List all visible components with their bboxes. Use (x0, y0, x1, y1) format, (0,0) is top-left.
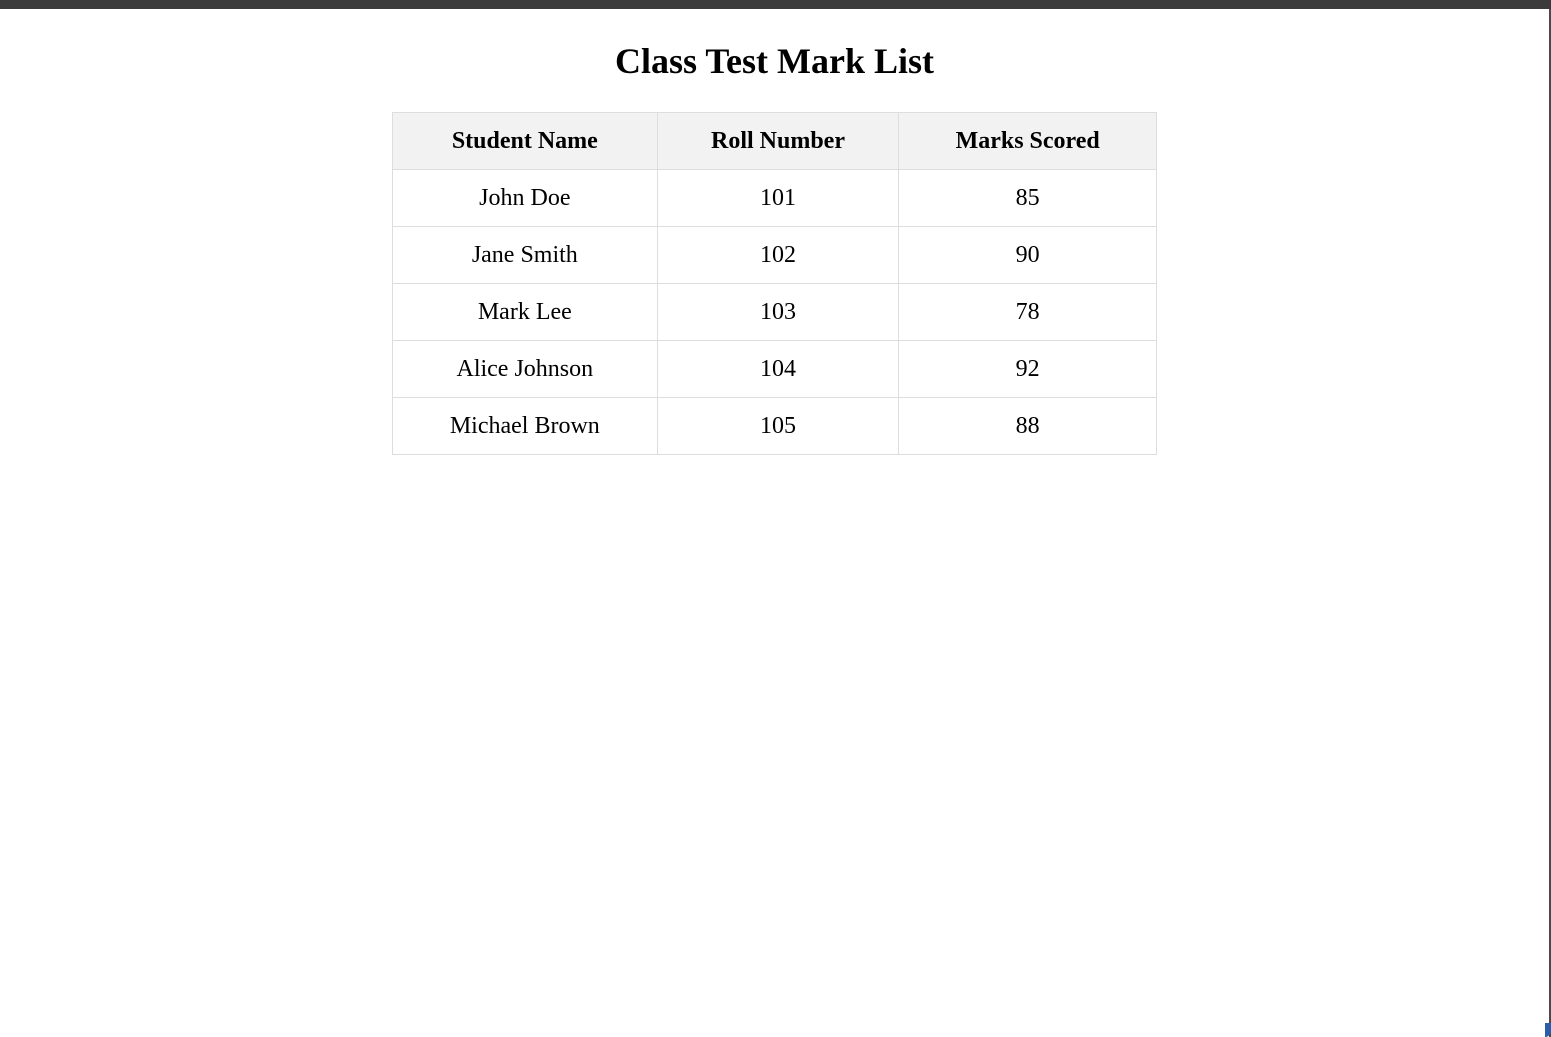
roll-number-cell: 101 (657, 170, 899, 227)
table-row (393, 341, 1157, 398)
roll-number-cell: 104 (657, 341, 899, 398)
table-row (393, 284, 1157, 341)
page-title: Class Test Mark List (614, 41, 935, 81)
column-header-roll-number: Roll Number (657, 113, 899, 170)
student-name-cell: John Doe (393, 170, 658, 227)
roll-number-cell: 103 (657, 284, 899, 341)
student-name-cell: Alice Johnson (393, 341, 658, 398)
marks-scored-cell: 90 (899, 227, 1157, 284)
student-name-cell: Mark Lee (393, 284, 658, 341)
table-row (393, 170, 1157, 227)
student-name-cell: Jane Smith (393, 227, 658, 284)
marks-scored-cell: 85 (899, 170, 1157, 227)
roll-number-cell: 102 (657, 227, 899, 284)
student-name-cell: Michael Brown (393, 398, 658, 455)
marks-scored-cell: 78 (899, 284, 1157, 341)
mark-list-table (392, 112, 1157, 455)
column-header-student-name: Student Name (393, 113, 658, 170)
table-row (393, 398, 1157, 455)
roll-number-cell: 105 (657, 398, 899, 455)
table-header-row (393, 113, 1157, 170)
window-top-bar (0, 0, 1551, 9)
column-header-marks-scored: Marks Scored (899, 113, 1157, 170)
marks-scored-cell: 92 (899, 341, 1157, 398)
table-row (393, 227, 1157, 284)
marks-scored-cell: 88 (899, 398, 1157, 455)
